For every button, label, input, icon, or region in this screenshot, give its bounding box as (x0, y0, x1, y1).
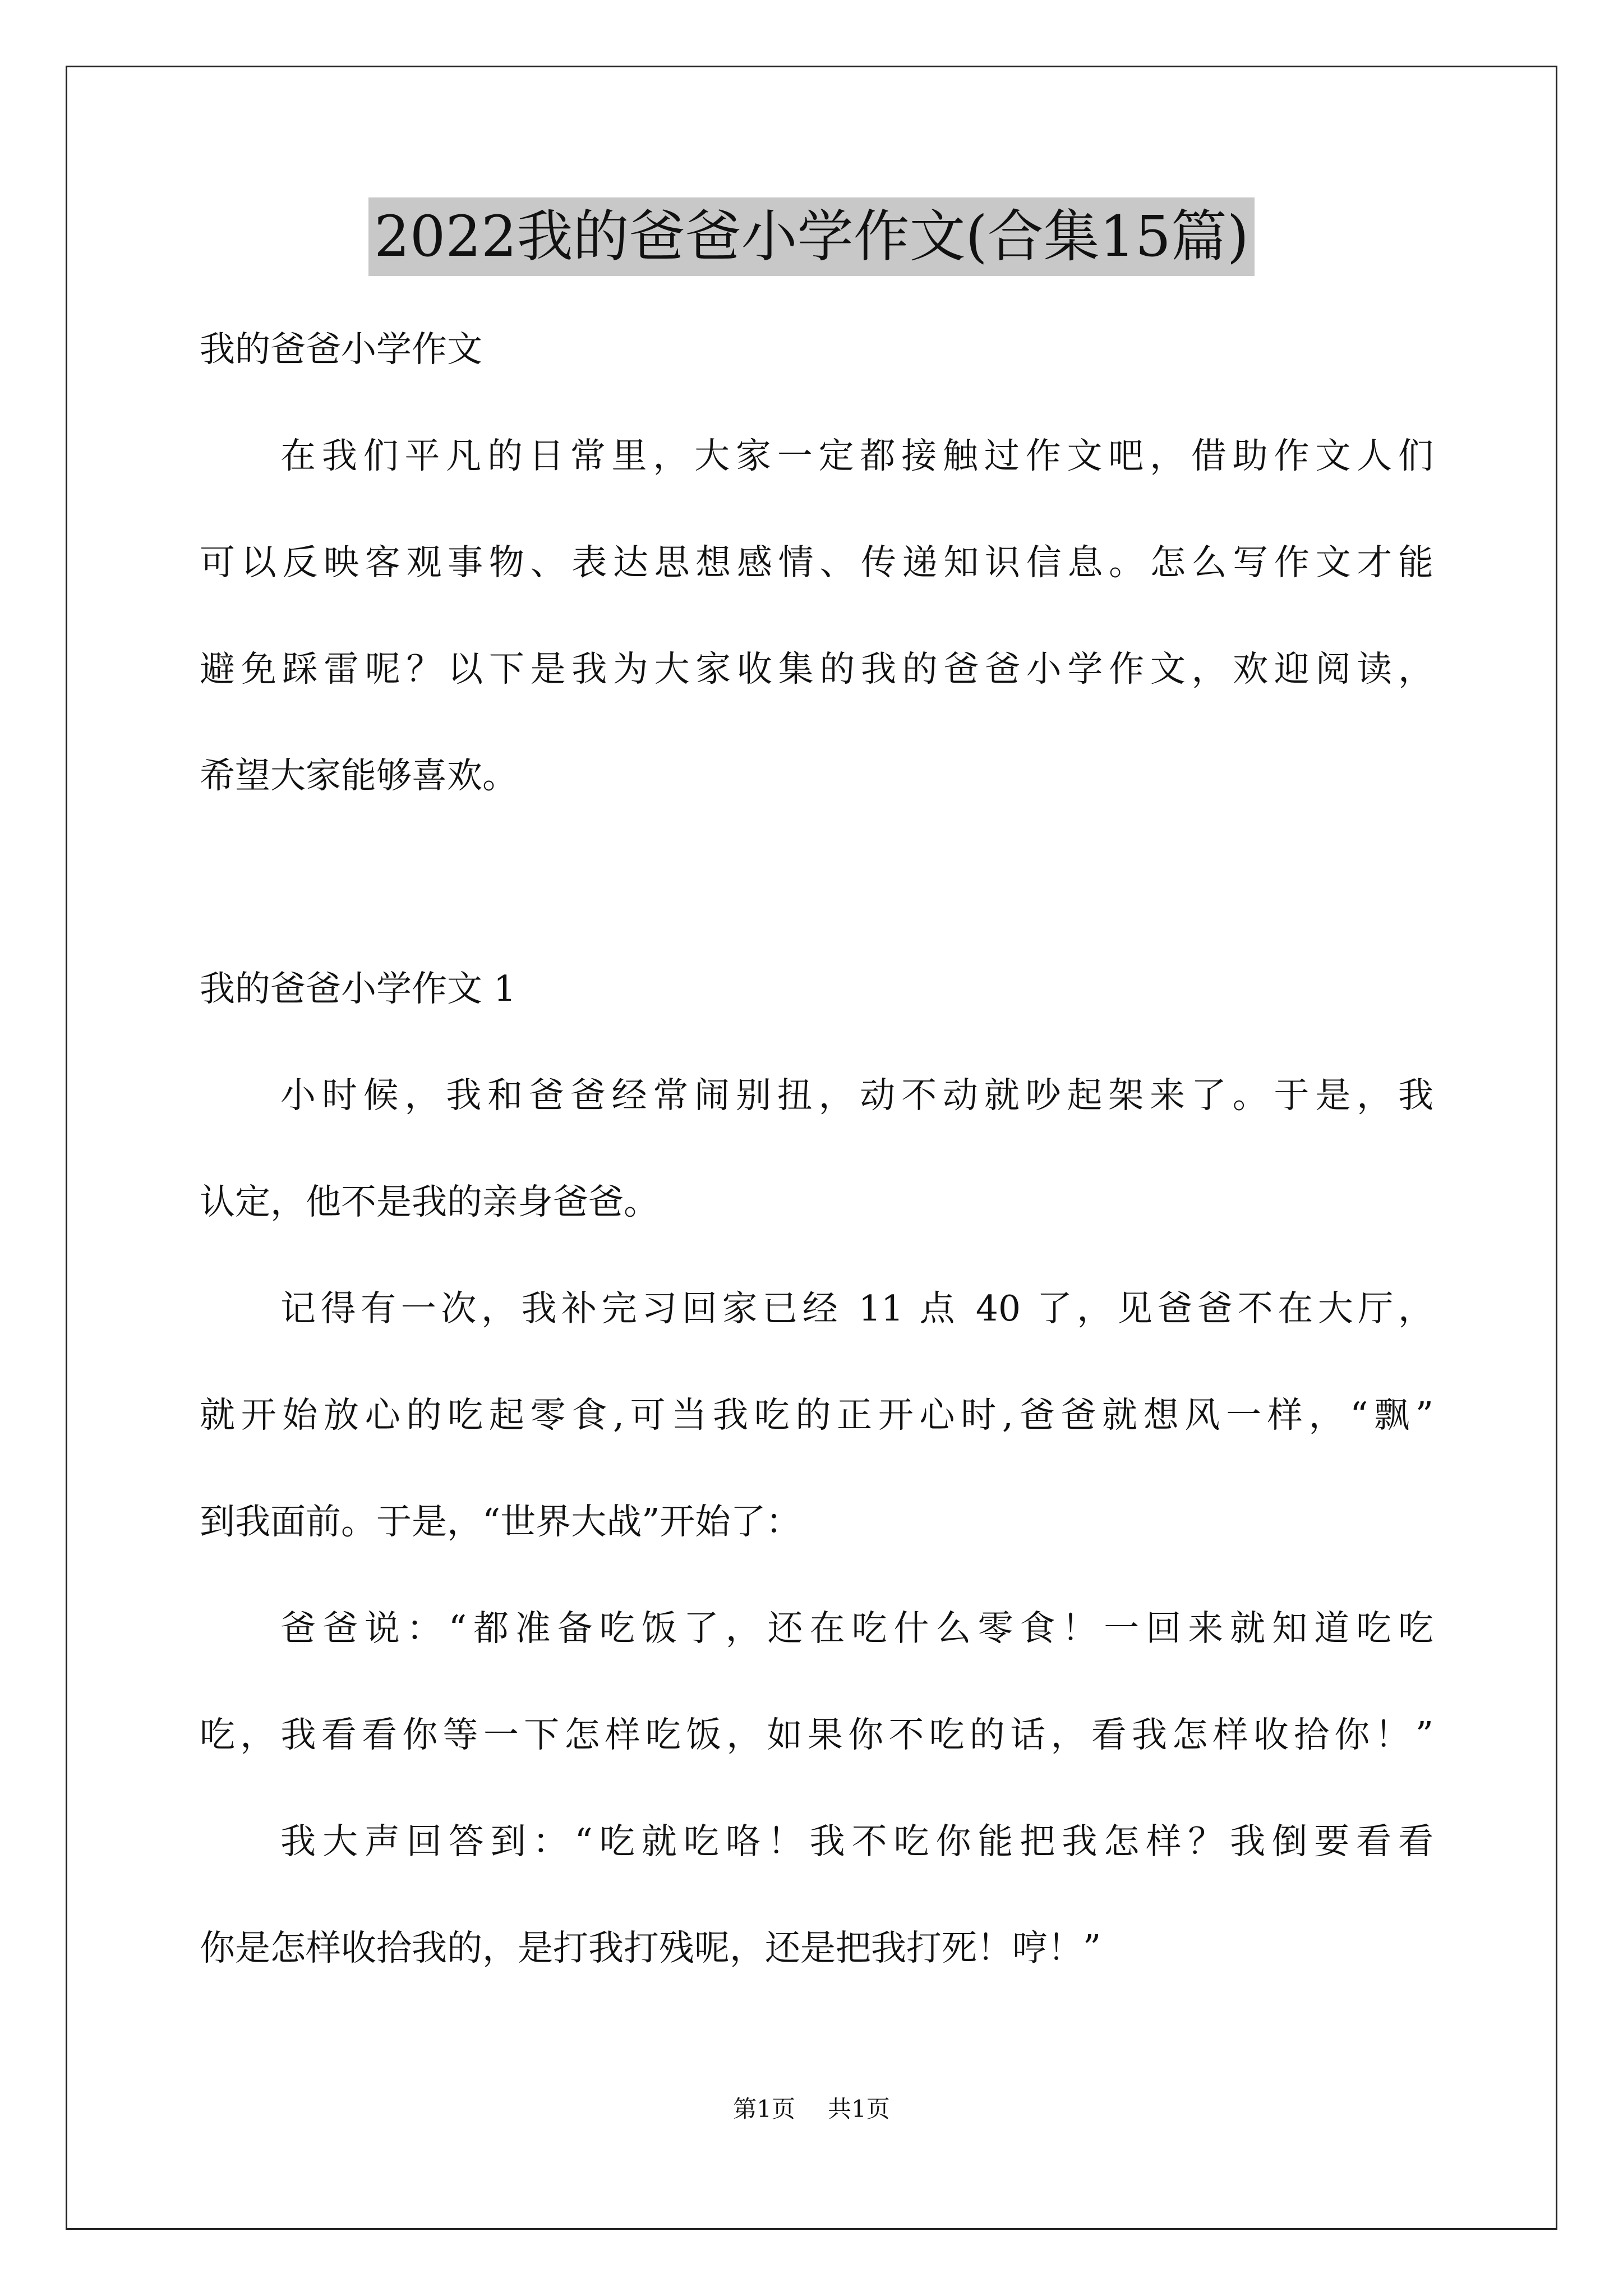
paragraph-line: 小时候，我和爸爸经常闹别扭，动不动就吵起架来了。于是，我 (280, 1075, 1433, 1116)
paragraph-line: 爸爸说：“都准备吃饭了，还在吃什么零食！一回来就知道吃吃 (280, 1608, 1433, 1649)
paragraph-line: 吃，我看看你等一下怎样吃饭，如果你不吃的话，看我怎样收拾你！” (200, 1714, 1433, 1755)
section-heading: 我的爸爸小学作文 1 (200, 968, 517, 1009)
paragraph-line: 你是怎样收拾我的，是打我打残呢，还是把我打死！哼！” (200, 1927, 1101, 1968)
paragraph-line: 避免踩雷呢？以下是我为大家收集的我的爸爸小学作文，欢迎阅读， (200, 648, 1433, 689)
paragraph-line: 到我面前。于是，“世界大战”开始了： (200, 1501, 801, 1542)
paragraph-line: 我大声回答到：“吃就吃咯！我不吃你能把我怎样？我倒要看看 (280, 1821, 1433, 1862)
page-total: 共1页 (828, 2095, 890, 2123)
paragraph-line: 希望大家能够喜欢。 (200, 755, 518, 796)
paragraph-line: 可以反映客观事物、表达思想感情、传递知识信息。怎么写作文才能 (200, 542, 1433, 583)
paragraph-line: 记得有一次，我补完习回家已经 11 点 40 了，见爸爸不在大厅， (280, 1288, 1433, 1329)
paragraph-line: 就开始放心的吃起零食,可当我吃的正开心时,爸爸就想风一样，“飘” (200, 1395, 1433, 1435)
document-body (200, 296, 1433, 2001)
page-footer (0, 2092, 1623, 2126)
paragraph-line: 在我们平凡的日常里，大家一定都接触过作文吧，借助作文人们 (280, 435, 1433, 476)
page-number: 第1页 (733, 2095, 795, 2123)
title-container (0, 197, 1623, 276)
paragraph-line: 认定，他不是我的亲身爸爸。 (200, 1181, 659, 1222)
document-title: 2022我的爸爸小学作文(合集15篇) (368, 197, 1255, 276)
intro-heading: 我的爸爸小学作文 (200, 329, 482, 370)
